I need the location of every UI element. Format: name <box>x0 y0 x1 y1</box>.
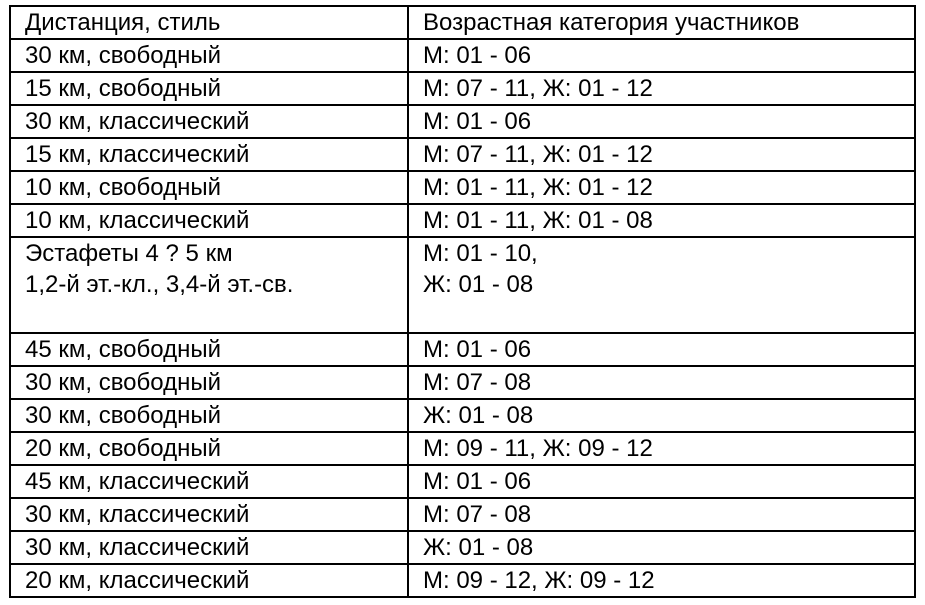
distance-cell-text: 20 км, свободный <box>25 435 222 462</box>
age-category-cell <box>408 498 915 531</box>
distance-cell-text: 30 км, классический <box>25 534 250 561</box>
distance-cell-text: 1,2-й эт.-кл., 3,4-й эт.-св. <box>25 271 294 298</box>
distance-cell <box>10 399 408 432</box>
distance-cell-text: 30 км, свободный <box>25 42 222 69</box>
age-category-cell-text: М: 07 - 11, Ж: 01 - 12 <box>423 141 653 168</box>
age-category-cell-text: М: 01 - 11, Ж: 01 - 08 <box>423 207 653 234</box>
distance-cell <box>10 39 408 72</box>
distance-cell-text: Эстафеты 4 ? 5 км <box>25 240 233 267</box>
age-category-cell <box>408 105 915 138</box>
distance-cell <box>10 432 408 465</box>
table-row <box>10 531 915 564</box>
age-category-cell <box>408 237 915 333</box>
table-body <box>10 39 915 597</box>
distance-cell <box>10 237 408 333</box>
distance-cell-text: 10 км, классический <box>25 207 250 234</box>
distance-cell-text: 30 км, свободный <box>25 402 222 429</box>
distance-cell-text: 10 км, свободный <box>25 174 222 201</box>
table-row <box>10 333 915 366</box>
age-category-cell-text: М: 07 - 11, Ж: 01 - 12 <box>423 75 653 102</box>
table-row <box>10 465 915 498</box>
distance-cell-text: 30 км, свободный <box>25 369 222 396</box>
table-row <box>10 366 915 399</box>
distance-cell-text: 45 км, классический <box>25 468 250 495</box>
distance-cell-text: 30 км, классический <box>25 108 250 135</box>
table-row <box>10 432 915 465</box>
table-row <box>10 138 915 171</box>
header-distance-style: Дистанция, стиль <box>10 6 408 39</box>
table-row <box>10 564 915 597</box>
distance-cell <box>10 333 408 366</box>
header-age-category: Возрастная категория участников <box>408 6 915 39</box>
age-category-cell <box>408 432 915 465</box>
distance-cell-text: 20 км, классический <box>25 567 250 594</box>
age-category-cell-text: М: 09 - 11, Ж: 09 - 12 <box>423 435 653 462</box>
age-category-cell-text: М: 01 - 06 <box>423 336 532 363</box>
distance-cell-text: 15 км, классический <box>25 141 250 168</box>
age-category-cell <box>408 72 915 105</box>
age-category-cell <box>408 531 915 564</box>
distance-cell <box>10 366 408 399</box>
age-category-cell-text: М: 01 - 06 <box>423 42 532 69</box>
table-header-row <box>10 6 915 39</box>
race-categories-table <box>9 5 916 598</box>
distance-cell <box>10 465 408 498</box>
table-row <box>10 498 915 531</box>
distance-cell <box>10 138 408 171</box>
age-category-cell <box>408 138 915 171</box>
distance-cell <box>10 171 408 204</box>
age-category-cell <box>408 39 915 72</box>
distance-cell <box>10 105 408 138</box>
age-category-cell <box>408 366 915 399</box>
distance-cell <box>10 204 408 237</box>
table-row <box>10 237 915 333</box>
table-row <box>10 171 915 204</box>
distance-cell-text: 15 км, свободный <box>25 75 222 102</box>
age-category-cell-text: Ж: 01 - 08 <box>423 402 534 429</box>
table-row <box>10 39 915 72</box>
age-category-cell-text: М: 07 - 08 <box>423 501 532 528</box>
table-row <box>10 399 915 432</box>
age-category-cell-text: М: 07 - 08 <box>423 369 532 396</box>
age-category-cell-text: Ж: 01 - 08 <box>423 534 534 561</box>
age-category-cell <box>408 333 915 366</box>
distance-cell <box>10 531 408 564</box>
age-category-cell-text: М: 01 - 06 <box>423 468 532 495</box>
age-category-cell-text: М: 01 - 10, <box>423 240 538 267</box>
table-row <box>10 204 915 237</box>
age-category-cell-text: М: 01 - 11, Ж: 01 - 12 <box>423 174 653 201</box>
age-category-cell <box>408 399 915 432</box>
age-category-cell-text: М: 09 - 12, Ж: 09 - 12 <box>423 567 655 594</box>
age-category-cell <box>408 465 915 498</box>
distance-cell-text: 45 км, свободный <box>25 336 222 363</box>
distance-cell <box>10 72 408 105</box>
age-category-cell-text: Ж: 01 - 08 <box>423 271 534 298</box>
age-category-cell <box>408 171 915 204</box>
table-row <box>10 72 915 105</box>
distance-cell <box>10 564 408 597</box>
age-category-cell <box>408 204 915 237</box>
age-category-cell-text: М: 01 - 06 <box>423 108 532 135</box>
table-row <box>10 105 915 138</box>
age-category-cell <box>408 564 915 597</box>
distance-cell <box>10 498 408 531</box>
distance-cell-text: 30 км, классический <box>25 501 250 528</box>
